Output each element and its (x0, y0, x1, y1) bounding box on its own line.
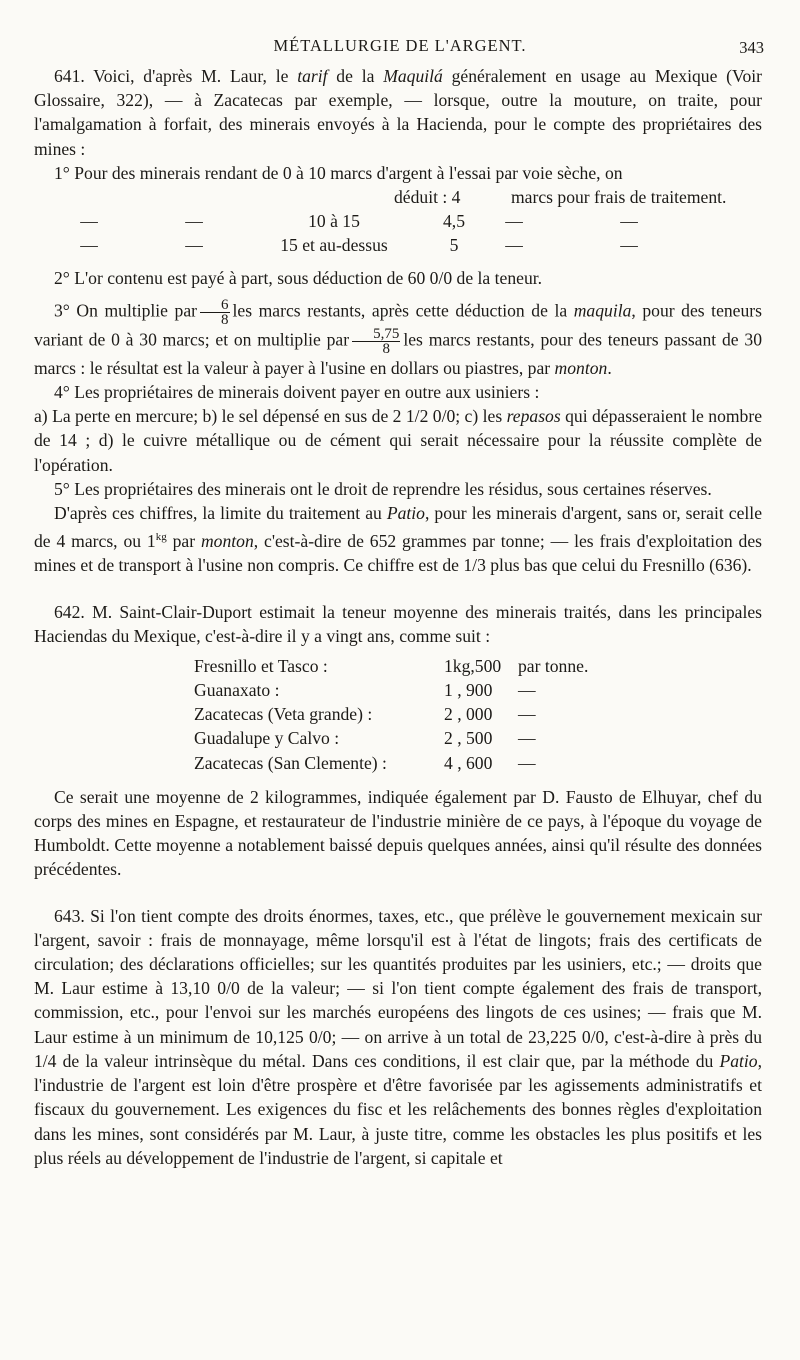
fraction-575-8 (352, 327, 400, 356)
item-1-deduction (34, 185, 762, 209)
text: a) La perte en mercure; b) le sel dépensé en sus de 2 1/2 0/0; c) les (34, 406, 507, 427)
text: les marcs restants, pour des teneurs passant (403, 329, 717, 350)
table-row (194, 726, 762, 750)
fraction-denominator: 8 (382, 340, 390, 357)
table-cell-place: Fresnillo et Tasco : (194, 655, 328, 676)
text: par (166, 531, 201, 552)
item-4-details (34, 404, 762, 477)
paragraph-641-conclusion (34, 501, 762, 577)
text: variant de 0 à 30 marcs; et on multiplie par (34, 329, 350, 350)
dash: — (505, 211, 523, 232)
table-cell-value: 2 , 500 (444, 728, 493, 749)
unit-kg: kg (155, 531, 167, 544)
table-row (194, 654, 762, 678)
dash: — (185, 211, 203, 232)
emphasis-maquila: Maquilá (383, 66, 443, 86)
item-3 (34, 298, 762, 380)
table-cell-value: 1kg,500 (444, 655, 502, 676)
text: , c'est-à-dire de 652 grammes par tonne; — les frais d'exploitation des mines et de transport à l'usine non compris. Ce chiffre est de 1/3 plus bas que celui du Fresnillo (636). (34, 531, 762, 576)
dash: — (80, 211, 98, 232)
page-number: 343 (739, 38, 764, 57)
emphasis-monton: monton (200, 531, 254, 552)
range-label: 15 et au-dessus (280, 235, 388, 256)
emphasis-patio: Patio (719, 1050, 758, 1071)
tariff-row-10-15 (34, 209, 762, 233)
table-cell-suffix: — (518, 752, 536, 773)
table-row (194, 678, 762, 702)
table-cell-place: Zacatecas (San Clemente) : (194, 752, 387, 773)
text: les marcs restants, après cette déduction de la (232, 300, 568, 321)
item-4: 4° Les propriétaires de minerais doivent payer en outre aux usiniers : (54, 382, 540, 403)
table-cell-value: 4 , 600 (444, 752, 493, 773)
range-label: 10 à 15 (308, 211, 360, 232)
item-5: 5° Les propriétaires des minerais ont le droit de reprendre les résidus, sous certaines réserves. (54, 478, 712, 499)
paragraph-642: 642. M. Saint-Clair-Duport estimait la teneur moyenne des minerais traités, dans les principales Haciendas du Mexique, c'est-à-dire il y a vingt ans, comme suit : (34, 601, 762, 646)
table-row (194, 702, 762, 726)
text: 643. Si l'on tient compte des droits énormes, taxes, etc., que prélève le gouvernement mexicain sur l'argent, savoir : frais de monnayage, même lorsqu'il est à l'état de lingots; frais des certificats de circulation; des déclarations officielles; sur les quantités produites par les usiniers, etc.; — droits que M. Laur estime à 13,10 0/0 de la valeur; — si l'on tient compte également des frais de transport, commission, etc., pour l'envoi sur les marchés européens des lingots de ces usines; — frais que M. Laur estime à un minimum de 10,125 0/0; — on arrive à un total de 23,225 0/0, c'est-à-dire à près du 1/4 de la valeur intrinsèque du métal. Dans ces conditions, il est clair que, par la méthode du (34, 905, 762, 1071)
deduction-text: marcs pour frais de traitement. (511, 187, 727, 208)
text: de 30 marcs : le résultat est la valeur à payer à l'usine en dollars ou piastres, par (34, 329, 763, 378)
table-cell-place: Guanaxato : (194, 680, 280, 701)
table-cell-place: Zacatecas (Veta grande) : (194, 704, 373, 725)
running-header (0, 34, 800, 56)
table-cell-suffix: par tonne. (518, 655, 589, 676)
text: de la (327, 66, 384, 86)
text: D'après ces chiffres, la limite du traitement au (54, 503, 387, 524)
fraction-numerator: 6 (200, 298, 230, 313)
text: qui dépasseraient le nombre de 14 ; d) le cuivre métallique ou de cément qui serait nécessaire pour la réussite complète de l'opération. (34, 406, 763, 475)
fraction-numerator: 5,75 (352, 327, 400, 342)
header-title: MÉTALLURGIE DE L'ARGENT. (273, 36, 527, 55)
deduction-value: 5 (449, 235, 459, 256)
table-cell-place: Guadalupe y Calvo : (194, 728, 340, 749)
paragraph-642-after: Ce serait une moyenne de 2 kilogrammes, indiquée également par D. Fausto de Elhuyar, chef du corps des mines en Espagne, et restaurateur de l'industrie minière de ce pays, à l'époque du voyage de Humboldt. Cette moyenne a notablement baissé depuis quelques années, ainsi qu'il résulte des données précédentes. (34, 786, 762, 880)
item-1: 1° Pour des minerais rendant de 0 à 10 marcs d'argent à l'essai par voie sèche, on (54, 162, 623, 183)
text: 641. Voici, d'après M. Laur, le (54, 66, 298, 86)
emphasis-monton: monton (554, 357, 608, 378)
text: , pour des teneurs (631, 300, 762, 321)
page-body (34, 64, 762, 1170)
table-cell-suffix: — (518, 680, 536, 701)
item-2: 2° L'or contenu est payé à part, sous déduction de 60 0/0 de la teneur. (54, 267, 543, 288)
emphasis-repasos: repasos (506, 406, 561, 427)
text: , l'industrie de l'argent est loin d'être prospère et d'être favorisée par les agissements administratifs et fiscaux du gouvernement. Les exigences du fisc et les relâchements des bonnes règles d'exploitation dans les mines, sont considérés par M. Laur, à juste titre, comme les obstacles les plus positifs et les plus réels au développement de l'industrie de l'argent, si capitale et (34, 1050, 762, 1168)
paragraph-641-intro (34, 64, 762, 161)
text: 3° On multiplie par (54, 300, 198, 321)
text: généralement en usage au Mexique (Voir Glossaire, 322), — à Zacatecas par exemple, — lorsque, outre la mouture, on traite, pour l'amalgamation à forfait, des minerais envoyés à la Hacienda, pour le compte des propriétaires des mines : (34, 66, 763, 159)
emphasis-tarif: tarif (297, 66, 328, 86)
deduction-value: 4,5 (443, 211, 465, 232)
emphasis-maquila: maquila (573, 300, 632, 321)
deduction-label: déduit : 4 (394, 187, 461, 208)
dash: — (620, 211, 638, 232)
fraction-denominator: 8 (221, 311, 229, 328)
table-row (194, 751, 762, 775)
ore-grade-table (194, 654, 762, 775)
text: , pour les minerais d'argent, sans or, serait celle de 4 marcs, ou 1 (34, 503, 763, 552)
dash: — (185, 235, 203, 256)
dash: — (505, 235, 523, 256)
table-cell-suffix: — (518, 704, 536, 725)
text: . (607, 357, 612, 378)
table-cell-value: 2 , 000 (444, 704, 493, 725)
dash: — (80, 235, 98, 256)
tariff-row-15-plus (34, 233, 762, 257)
table-cell-value: 1 , 900 (444, 680, 493, 701)
paragraph-643 (34, 904, 762, 1170)
table-cell-suffix: — (518, 728, 536, 749)
emphasis-patio: Patio (386, 503, 425, 524)
dash: — (620, 235, 638, 256)
fraction-6-8 (200, 298, 230, 327)
